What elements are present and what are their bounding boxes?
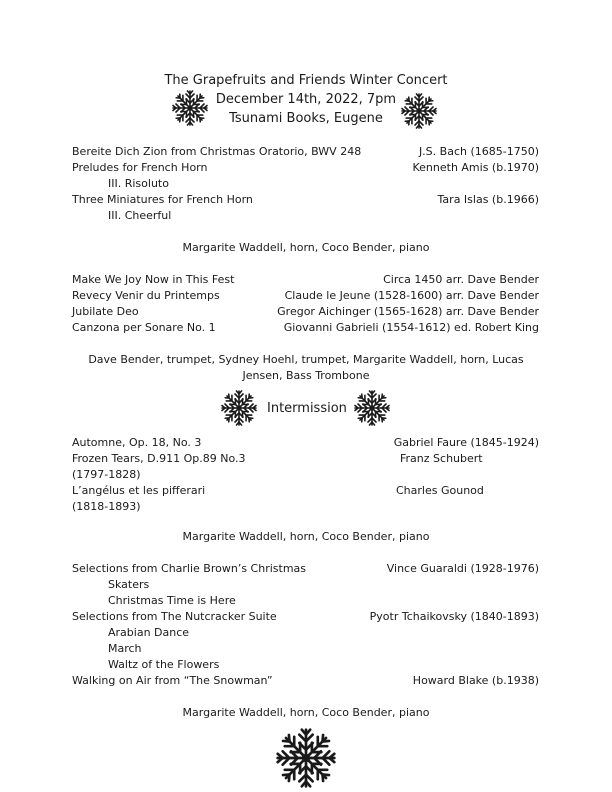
piece-composer: Claude le Jeune (1528-1600) arr. Dave Bender — [284, 289, 539, 302]
piece-composer: J.S. Bach (1685-1750) — [418, 145, 539, 158]
snowflake-icon — [221, 390, 257, 426]
piece-title: Automne, Op. 18, No. 3 — [72, 436, 202, 449]
snowflake-icon — [401, 93, 437, 129]
piece-composer: Circa 1450 arr. Dave Bender — [383, 273, 539, 286]
performers: Dave Bender, trumpet, Sydney Hoehl, trumpet, Margarite Waddell, horn, Lucas — [88, 353, 524, 366]
piece-composer: Gregor Aichinger (1565-1628) arr. Dave Bender — [277, 305, 539, 318]
piece-composer: Tara Islas (b.1966) — [437, 193, 539, 206]
piece-title: Walking on Air from “The Snowman” — [72, 674, 273, 687]
piece-composer: Vince Guaraldi (1928-1976) — [386, 562, 539, 575]
piece-movement: III. Cheerful — [108, 209, 172, 222]
piece-movement: Christmas Time is Here — [108, 594, 236, 607]
piece-composer: Charles Gounod — [396, 484, 484, 497]
performers: Margarite Waddell, horn, Coco Bender, piano — [182, 241, 430, 254]
performers: Jensen, Bass Trombone — [242, 369, 370, 382]
piece-title: Revecy Venir du Printemps — [72, 289, 220, 302]
intermission-label: Intermission — [267, 401, 347, 416]
performers: Margarite Waddell, horn, Coco Bender, piano — [182, 530, 430, 543]
concert-venue: Tsunami Books, Eugene — [229, 111, 383, 126]
piece-composer: Giovanni Gabrieli (1554-1612) ed. Robert King — [283, 321, 539, 334]
piece-composer: Pyotr Tchaikovsky (1840-1893) — [369, 610, 539, 623]
snowflake-icon — [354, 390, 390, 426]
piece-composer: Kenneth Amis (b.1970) — [412, 161, 539, 174]
piece-movement: III. Risoluto — [108, 177, 169, 190]
piece-title: Preludes for French Horn — [72, 161, 208, 174]
snowflake-icon — [172, 90, 208, 126]
piece-title: Three Miniatures for French Horn — [72, 193, 253, 206]
snowflake-icon — [276, 728, 336, 788]
piece-title: Frozen Tears, D.911 Op.89 No.3 — [72, 452, 246, 465]
piece-movement: Skaters — [108, 578, 150, 591]
piece-composer-dates: (1797-1828) — [72, 468, 141, 481]
piece-composer-dates: (1818-1893) — [72, 500, 141, 513]
piece-title: Selections from Charlie Brown’s Christmas — [72, 562, 307, 575]
concert-title: The Grapefruits and Friends Winter Concert — [164, 73, 448, 88]
piece-title: Make We Joy Now in This Fest — [72, 273, 235, 286]
piece-title: Selections from The Nutcracker Suite — [72, 610, 277, 623]
piece-composer: Howard Blake (b.1938) — [412, 674, 539, 687]
piece-title: Canzona per Sonare No. 1 — [72, 321, 216, 334]
piece-movement: Arabian Dance — [108, 626, 190, 639]
piece-title: L’angélus et les pifferari — [72, 484, 206, 497]
piece-title: Bereite Dich Zion from Christmas Oratorio, BWV 248 — [72, 145, 362, 158]
piece-composer: Gabriel Faure (1845-1924) — [393, 436, 539, 449]
concert-date: December 14th, 2022, 7pm — [215, 92, 397, 107]
piece-movement: Waltz of the Flowers — [108, 658, 220, 671]
piece-movement: March — [108, 642, 142, 655]
piece-composer: Franz Schubert — [400, 452, 483, 465]
piece-title: Jubilate Deo — [72, 305, 139, 318]
performers: Margarite Waddell, horn, Coco Bender, piano — [182, 706, 430, 719]
